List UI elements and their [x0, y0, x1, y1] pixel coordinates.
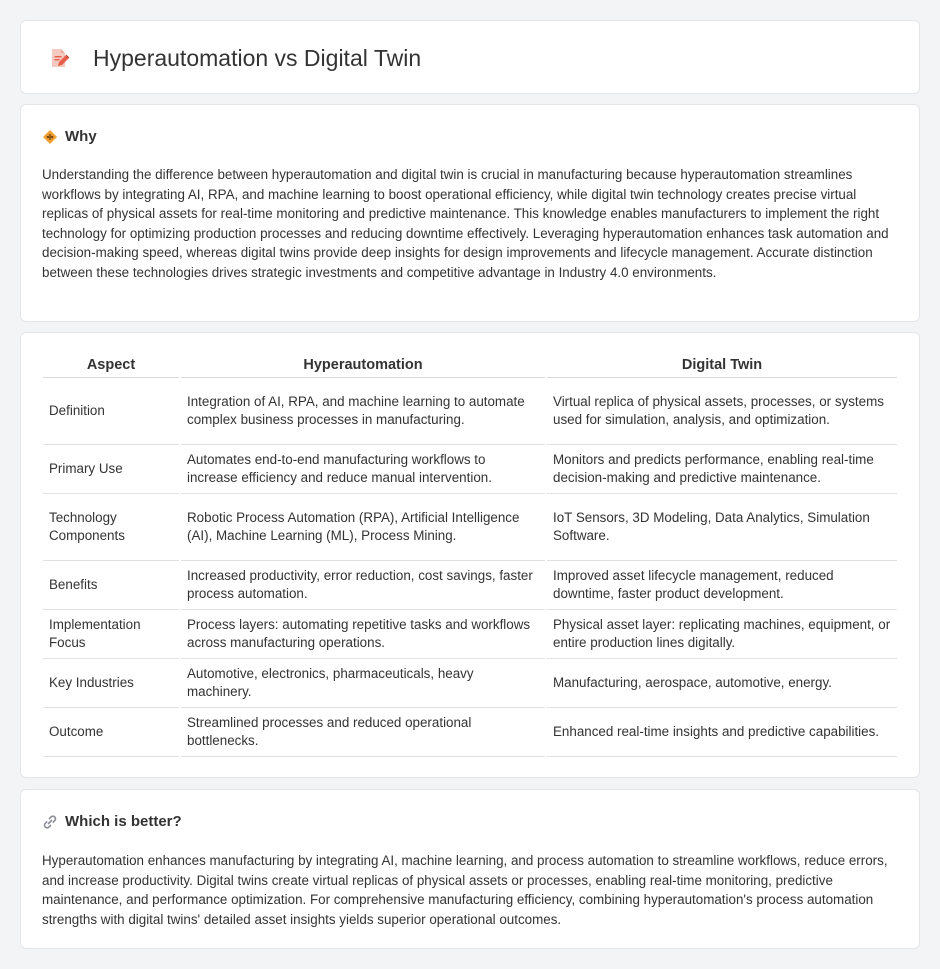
- table-row: [43, 445, 897, 494]
- digital-twin-cell: Enhanced real-time insights and predictive capabilities.: [547, 708, 897, 757]
- column-header-hyperautomation: Hyperautomation: [181, 353, 545, 378]
- aspect-cell: Benefits: [43, 561, 179, 610]
- digital-twin-cell: Virtual replica of physical assets, processes, or systems used for simulation, analysis, and optimization.: [547, 378, 897, 445]
- hyperautomation-cell: Robotic Process Automation (RPA), Artificial Intelligence (AI), Machine Learning (ML), Process Mining.: [181, 494, 545, 561]
- link-icon: [42, 814, 58, 830]
- which-is-better-title: Which is better?: [65, 813, 182, 830]
- which-is-better-section: [20, 789, 920, 949]
- column-header-aspect: Aspect: [43, 353, 179, 378]
- hyperautomation-cell: Increased productivity, error reduction, cost savings, faster process automation.: [181, 561, 545, 610]
- table-header-row: [43, 353, 897, 378]
- digital-twin-cell: Improved asset lifecycle management, reduced downtime, faster product development.: [547, 561, 897, 610]
- hyperautomation-cell: Automotive, electronics, pharmaceuticals, heavy machinery.: [181, 659, 545, 708]
- aspect-cell: Outcome: [43, 708, 179, 757]
- why-title: Why: [65, 128, 97, 145]
- hyperautomation-cell: Streamlined processes and reduced operational bottlenecks.: [181, 708, 545, 757]
- table-row: [43, 659, 897, 708]
- which-is-better-paragraph: Hyperautomation enhances manufacturing by integrating AI, machine learning, and process automation to streamline workflows, reduce errors, and increase productivity. Digital twins create virtual replicas of physical assets or processes, enabling real-time monitoring, predictive maintenance, and performance optimization. For comprehensive manufacturing efficiency, combining hyperautomation's process automation strengths with digital twins' detailed asset insights yields superior operational outcomes.: [42, 853, 888, 927]
- aspect-cell: Implementation Focus: [43, 610, 179, 659]
- digital-twin-cell: Manufacturing, aerospace, automotive, energy.: [547, 659, 897, 708]
- why-section: [20, 104, 920, 322]
- table-row: [43, 561, 897, 610]
- comparison-table-card: [20, 332, 920, 778]
- column-header-digital-twin: Digital Twin: [547, 353, 897, 378]
- hyperautomation-cell: Process layers: automating repetitive tasks and workflows across manufacturing operations.: [181, 610, 545, 659]
- table-row: [43, 378, 897, 445]
- hyperautomation-cell: Automates end-to-end manufacturing workflows to increase efficiency and reduce manual intervention.: [181, 445, 545, 494]
- digital-twin-cell: IoT Sensors, 3D Modeling, Data Analytics, Simulation Software.: [547, 494, 897, 561]
- table-row: [43, 708, 897, 757]
- page-title: Hyperautomation vs Digital Twin: [93, 45, 422, 71]
- aspect-cell: Technology Components: [43, 494, 179, 561]
- document-pencil-icon: [48, 47, 70, 69]
- aspect-cell: Definition: [43, 378, 179, 445]
- table-row: [43, 494, 897, 561]
- hyperautomation-cell: Integration of AI, RPA, and machine learning to automate complex business processes in manufacturing.: [181, 378, 545, 445]
- header-card: [20, 20, 920, 94]
- comparison-table: [41, 353, 899, 757]
- table-row: [43, 610, 897, 659]
- digital-twin-cell: Physical asset layer: replicating machines, equipment, or entire production lines digitally.: [547, 610, 897, 659]
- aspect-cell: Key Industries: [43, 659, 179, 708]
- diamond-badge-icon: [42, 129, 58, 145]
- why-heading: [42, 128, 97, 145]
- aspect-cell: Primary Use: [43, 445, 179, 494]
- which-is-better-heading: [42, 813, 182, 830]
- why-paragraph: Understanding the difference between hyperautomation and digital twin is crucial in manufacturing because hyperautomation streamlines workflows by integrating AI, RPA, and machine learning to boost operational efficiency, while digital twin technology creates precise virtual replicas of physical assets for real-time monitoring and predictive maintenance. This knowledge enables manufacturers to implement the right technology for optimizing production processes and reducing downtime effectively. Leveraging hyperautomation enhances task automation and decision-making speed, whereas digital twins provide deep insights for design improvements and lifecycle management. Accurate distinction between these technologies drives strategic investments and competitive advantage in Industry 4.0 environments.: [42, 167, 889, 280]
- digital-twin-cell: Monitors and predicts performance, enabling real-time decision-making and predictive maintenance.: [547, 445, 897, 494]
